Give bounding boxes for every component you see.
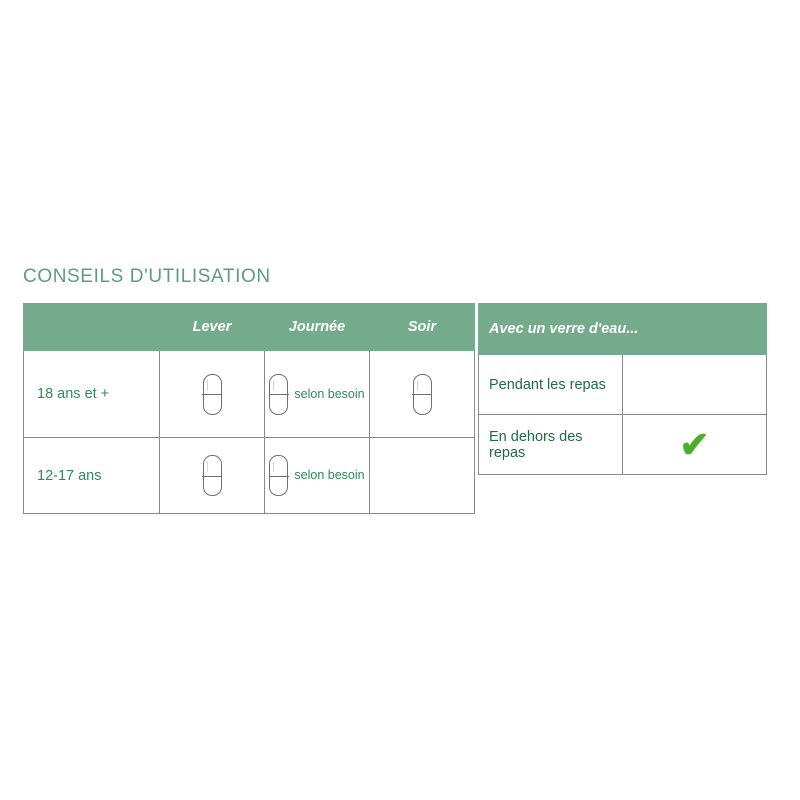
posology-cell-teens-soir [370,438,475,514]
water-check-cell-outside-meals [623,415,767,475]
capsule-icon [413,374,432,415]
capsule-icon [203,455,222,496]
posology-note-adults-journee: selon besoin [294,386,365,401]
capsule-icon [269,455,288,496]
posology-cell-teens-lever [160,438,265,514]
table-header-row [479,304,767,355]
posology-table-body [24,351,475,514]
posology-header-journee: Journée [265,304,370,351]
water-row-label-outside-meals: En dehors des repas [479,415,623,475]
posology-row-label-teens: 12-17 ans [24,438,160,514]
table-row [479,415,767,475]
water-table-header [479,304,767,355]
water-header-label: Avec un verre d'eau... [479,304,767,355]
water-check-cell-during-meals [623,355,767,415]
posology-cell-adults-journee [265,351,370,438]
posology-header-lever: Lever [160,304,265,351]
water-table [478,303,767,475]
posology-cell-teens-journee [265,438,370,514]
water-row-label-during-meals: Pendant les repas [479,355,623,415]
posology-table [23,303,475,514]
table-row [24,438,475,514]
posology-row-label-adults: 18 ans et + [24,351,160,438]
capsule-icon [203,374,222,415]
posology-note-teens-journee: selon besoin [294,468,365,483]
table-row [479,355,767,415]
check-icon: ✔ [679,423,710,465]
table-row [24,351,475,438]
capsule-icon [269,374,288,415]
posology-header-soir: Soir [370,304,475,351]
posology-cell-adults-soir [370,351,475,438]
posology-header-blank [24,304,160,351]
posology-table-header [24,304,475,351]
water-table-body [479,355,767,475]
page-title: CONSEILS D'UTILISATION [23,266,271,287]
table-header-row [24,304,475,351]
posology-cell-adults-lever [160,351,265,438]
